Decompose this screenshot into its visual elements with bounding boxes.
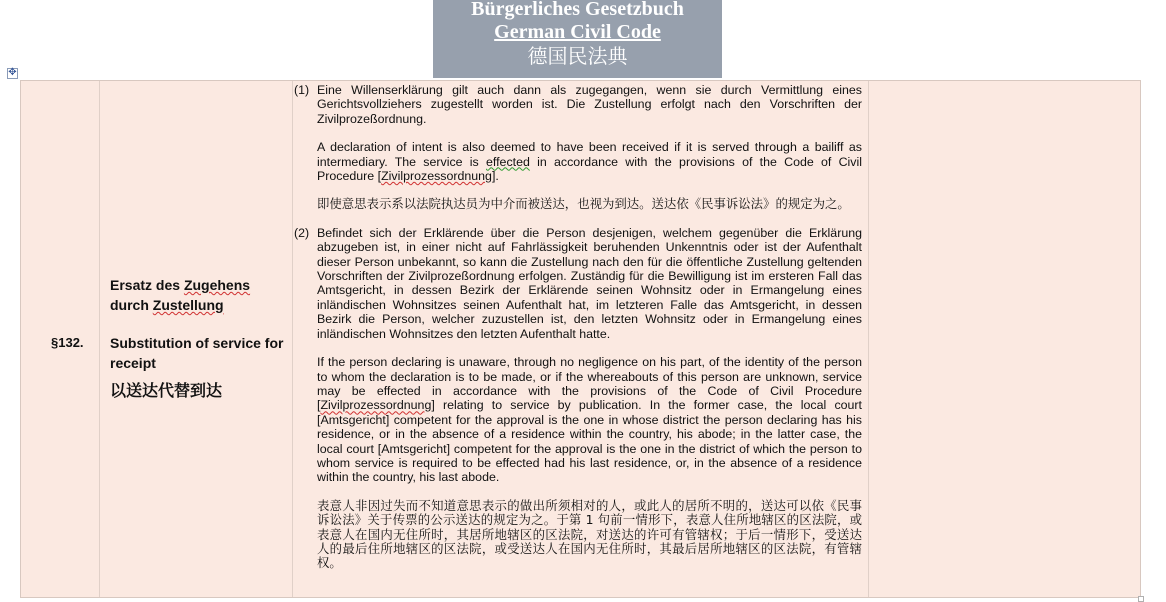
title-de-part: durch [110,297,153,313]
table-move-icon[interactable]: ✥ [8,67,17,78]
paragraph-en [317,355,862,485]
paragraph-de: Eine Willenserklärung gilt auch dann als zugegangen, wenn sie durch Vermittlung eines Gerichtsvollziehers zugestellt worden ist. Die Zustellung erfolgt nach den Vorschriften der Zivilprozeßordnung. [317,83,862,126]
paragraph-zh: 即使意思表示系以法院执达员为中介而被送达，也视为到达。送达依《民事诉讼法》的规定为之。 [317,196,850,212]
law-table [20,80,1141,598]
paragraph-en [317,140,862,183]
column-divider [99,81,100,597]
table-resize-handle[interactable] [1138,596,1144,602]
en-text: Zivilprozessordnung [381,169,492,184]
paragraph-de: Befindet sich der Erklärende über die Person desjenigen, welchem gegenüber die Erklärung abzugeben ist, in einer nicht auf Fahrlässigkeit beruhenden Unkenntnis oder ist der Aufenthalt dieser Person unbekannt, so kann die Zustellung nach den für die öffentliche Zustellung geltenden Vorschriften der Zivilprozeßordnung erfolgen. Zuständig für die Bewilligung ist im ersteren Fall das Amtsgericht, in dessen Bezirk der Erklärende seinen Wohnsitz oder in Ermangelung eines inländischen Wohnsitzes seinen Aufenthalt hat, im letzteren Falle das Amtsgericht, in dessen Bezirk die Person, welcher zuzustellen ist, den letzten Wohnsitz oder in Ermangelung eines inländischen Wohnsitzes den letzten Aufenthalt hatte. [317,225,862,341]
paragraph-2 [294,226,862,585]
en-text: ]. [491,169,499,184]
section-title-zh: 以送达代替到达 [110,381,223,400]
section-number: §132. [51,335,84,350]
en-text: effected [486,154,530,169]
section-title-en: Substitution of service for receipt [110,335,284,371]
column-divider [292,81,293,597]
banner-title-de: Bürgerliches Gesetzbuch [471,0,684,20]
title-de-part: Ersatz des [110,277,184,293]
banner-title-en: German Civil Code [494,21,661,43]
en-text: A declaration of intent is also deemed to have been received if it is served through a bailiff as intermediary. The service is [317,140,862,169]
en-text: ] relating to service by publication. In the former case, the local court [Amtsgericht] competent for the approval is the one in whose district the person declaring has his residence, or in the absence of a residence within the country, his abode; in the latter case, the local court [Amtsgericht] competent for the approval is the one in the district of which the person to whom service is required to be effected had his last residence, or, in the absence of a residence within the country, his last abode. [317,398,862,485]
section-title-de [110,275,290,315]
title-de-word: Zugehens [183,277,251,293]
en-text: Zivilprozessordnung [320,398,432,413]
title-de-word: Zustellung [152,297,224,313]
paragraph-zh: 表意人非因过失而不知道意思表示的做出所须相对的人，或此人的居所不明的，送达可以依《民事诉讼法》关于传票的公示送达的规定为之。于第 1 句前一情形下，表意人住所地辖区的区法院，或表意人在国内无住所时，其居所地辖区的区法院，对送达的许可有管辖权；于后一情形下，受送达人的最后住所地辖区的区法院，或受送达人在国内无住所时，其最后居所地辖区的区法院，有管辖权。 [317,497,862,571]
en-text: in accordance with the provisions of the Code of Civil Procedure [ [317,154,862,184]
section-title [110,275,290,401]
paragraph-text [317,83,862,226]
paragraph-text [317,226,862,585]
paragraph-number: (2) [294,225,310,240]
column-divider [868,81,869,597]
en-text: If the person declaring is unaware, through no negligence on his part, of the identity of the person to whom the declaration is to be made, or if the whereabouts of this person are unknown, service may be effected in accordance with the provisions of the Code of Civil Procedure [ [317,355,862,413]
paragraph-1 [294,83,862,226]
banner-title-zh: 德国民法典 [527,44,628,68]
paragraph-number: (1) [294,83,310,97]
section-body [294,83,862,585]
header-banner [433,0,722,78]
